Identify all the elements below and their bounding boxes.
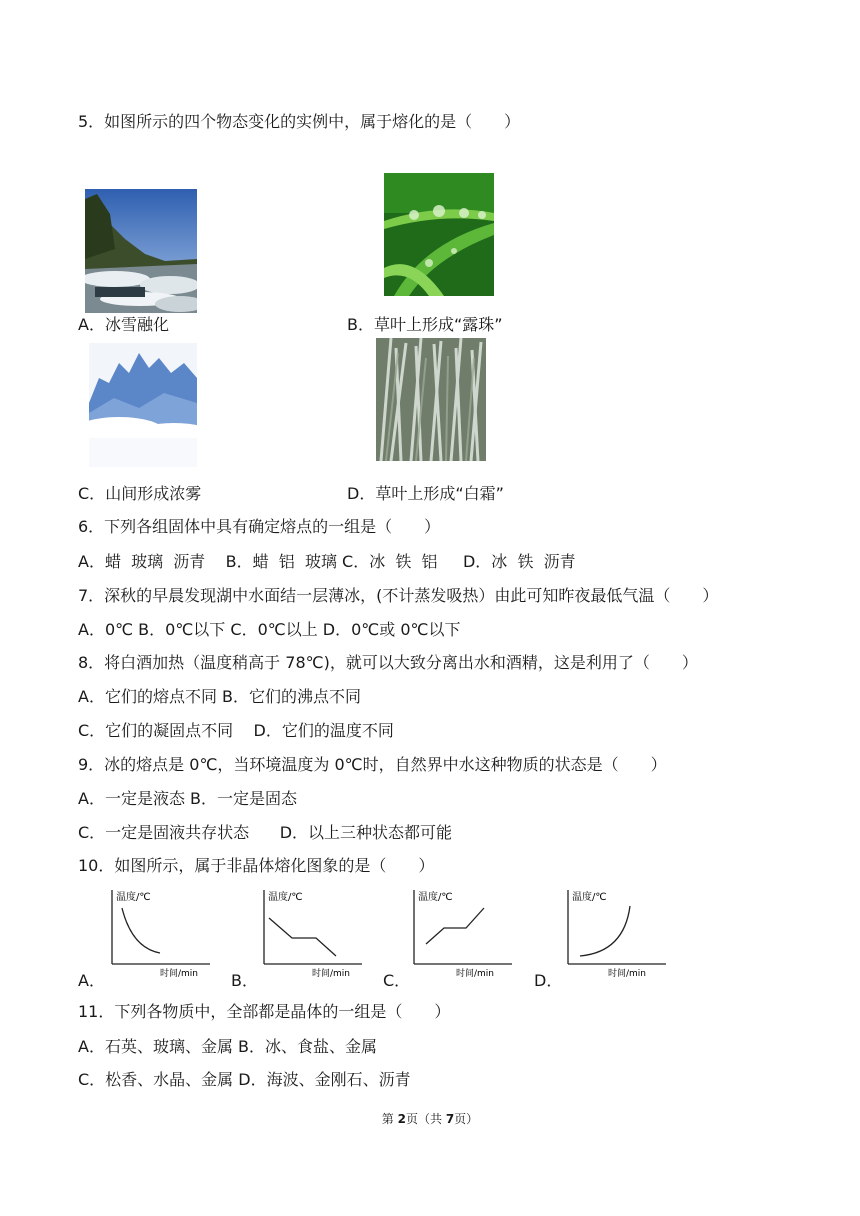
- q9-stem: 9．冰的熔点是 0℃，当环境温度为 0℃时，自然界中水这种物质的状态是（ ）: [78, 755, 667, 774]
- graph-c: [404, 886, 516, 978]
- q9-options-line1: A．一定是液态 B．一定是固态: [78, 789, 298, 808]
- q11-options-line1: A．石英、玻璃、金属 B．冰、食盐、金属: [78, 1037, 378, 1056]
- q5-option-b: B．草叶上形成“露珠”: [347, 315, 503, 334]
- graph-a-xlabel: 时间/min: [160, 969, 199, 978]
- q5-option-c: C．山间形成浓雾: [78, 484, 202, 503]
- page-total: 7: [445, 1112, 455, 1126]
- graph-b-ylabel: 温度/℃: [268, 892, 303, 903]
- graph-a: [102, 886, 214, 978]
- graph-a-ylabel: 温度/℃: [116, 892, 151, 903]
- graph-d: [558, 886, 670, 978]
- graph-c-xlabel: 时间/min: [456, 969, 495, 978]
- graph-d-ylabel: 温度/℃: [572, 892, 607, 903]
- page-footer: 第 2页（共 7页）: [381, 1112, 479, 1126]
- q10-stem: 10．如图所示，属于非晶体熔化图象的是（ ）: [78, 856, 435, 875]
- q10-option-a: A．: [78, 971, 105, 990]
- q9-options-line2: C．一定是固液共存状态 D．以上三种状态都可能: [78, 823, 453, 842]
- photo-melting-snow: [85, 189, 197, 313]
- q10-option-d: D．: [534, 971, 563, 990]
- photo-mountain-fog: [89, 343, 197, 467]
- q5-option-a: A．冰雪融化: [78, 315, 169, 334]
- q6-options: A．蜡 玻璃 沥青 B．蜡 铝 玻璃 C．冰 铁 铝 D．冰 铁 沥青: [78, 552, 576, 571]
- q7-stem: 7．深秋的早晨发现湖中水面结一层薄冰，(不计蒸发吸热）由此可知昨夜最低气温（ ）: [78, 586, 719, 605]
- graph-b-xlabel: 时间/min: [312, 969, 351, 978]
- q5-stem: 5．如图所示的四个物态变化的实例中，属于熔化的是（ ）: [78, 112, 521, 131]
- q7-options: A．0℃ B．0℃以下 C．0℃以上 D．0℃或 0℃以下: [78, 620, 461, 639]
- q10-option-b: B．: [231, 971, 258, 990]
- q8-stem: 8．将白酒加热（温度稍高于 78℃)，就可以大致分离出水和酒精，这是利用了（ ）: [78, 653, 698, 672]
- q11-stem: 11．下列各物质中，全部都是晶体的一组是（ ）: [78, 1002, 451, 1021]
- photo-frost-on-grass: [376, 338, 486, 461]
- graph-b: [254, 886, 366, 978]
- q8-options-line2: C．它们的凝固点不同 D．它们的温度不同: [78, 721, 394, 740]
- graph-d-xlabel: 时间/min: [608, 969, 647, 978]
- q5-option-d: D．草叶上形成“白霜”: [347, 484, 504, 503]
- graph-c-ylabel: 温度/℃: [418, 892, 453, 903]
- page-number: 2: [397, 1112, 406, 1126]
- q11-options-line2: C．松香、水晶、金属 D．海波、金刚石、沥青: [78, 1070, 411, 1089]
- q8-options-line1: A．它们的熔点不同 B．它们的沸点不同: [78, 687, 362, 706]
- q6-stem: 6．下列各组固体中具有确定熔点的一组是（ ）: [78, 517, 441, 536]
- q10-option-c: C．: [383, 971, 411, 990]
- photo-dew-on-grass: [384, 173, 494, 296]
